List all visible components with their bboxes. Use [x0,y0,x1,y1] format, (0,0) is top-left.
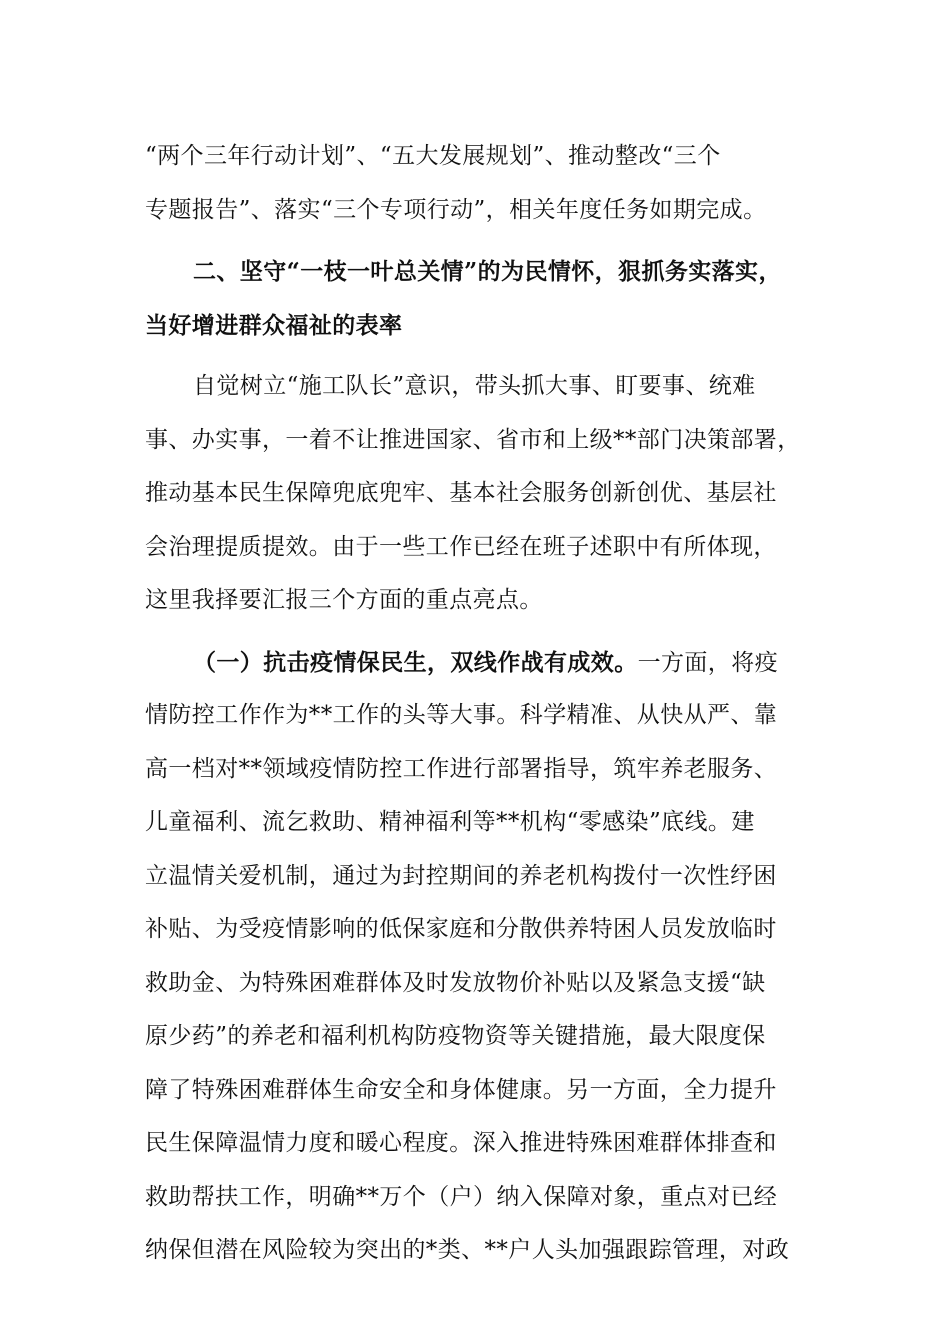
paragraph-line: 补贴、为受疫情影响的低保家庭和分散供养特困人员发放临时 [145,916,777,942]
subsection-line [145,636,805,690]
paragraph-line: 推动基本民生保障兜底兜牢、基本社会服务创新创优、基层社 [145,480,777,506]
paragraph-line: 事、办实事，一着不让推进国家、省市和上级**部门决策部署， [145,426,801,453]
paragraph-line: 救助帮扶工作，明确**万个（户）纳入保障对象，重点对已经 [145,1183,778,1210]
paragraph-line: “两个三年行动计划”、“五大发展规划”、推动整改“三个 [145,143,721,169]
paragraph-line: 原少药”的养老和福利机构防疫物资等关键措施，最大限度保 [145,1023,766,1049]
document-body [145,130,805,1278]
section-heading-line: 当好增进群众福祉的表率 [145,311,403,339]
subsection-text: 一方面，将疫 [637,649,779,676]
section-heading-line: 二、坚守“一枝一叶总关情”的为民情怀，狠抓务实落实， [193,258,782,285]
paragraph-line: 救助金、为特殊困难群体及时发放物价补贴以及紧急支援“缺 [145,969,766,996]
subsection-heading: （一）抗击疫情保民生，双线作战有成效。 [193,648,638,676]
paragraph-line: 障了特殊困难群体生命安全和身体健康。另一方面，全力提升 [145,1076,777,1103]
paragraph-line: 立温情关爱机制，通过为封控期间的养老机构拨付一次性纾困 [145,862,777,889]
paragraph-line: 民生保障温情力度和暖心程度。深入推进特殊困难群体排查和 [145,1130,777,1156]
paragraph-line: 会治理提质提效。由于一些工作已经在班子述职中有所体现， [145,533,777,560]
paragraph-line: 纳保但潜在风险较为突出的*类、**户人头加强跟踪管理，对政 [145,1237,790,1263]
paragraph-line: 这里我择要汇报三个方面的重点亮点。 [145,587,543,613]
paragraph-line: 高一档对**领域疫情防控工作进行部署指导，筑牢养老服务、 [145,755,778,782]
paragraph-line: 自觉树立“施工队长”意识，带头抓大事、盯要事、统难 [193,373,756,399]
paragraph-line: 专题报告”、落实“三个专项行动”，相关年度任务如期完成。 [145,196,767,223]
paragraph-line: 儿童福利、流乞救助、精神福利等**机构“零感染”底线。建 [145,809,755,835]
paragraph-line: 情防控工作作为**工作的头等大事。科学精准、从快从严、靠 [145,702,778,728]
